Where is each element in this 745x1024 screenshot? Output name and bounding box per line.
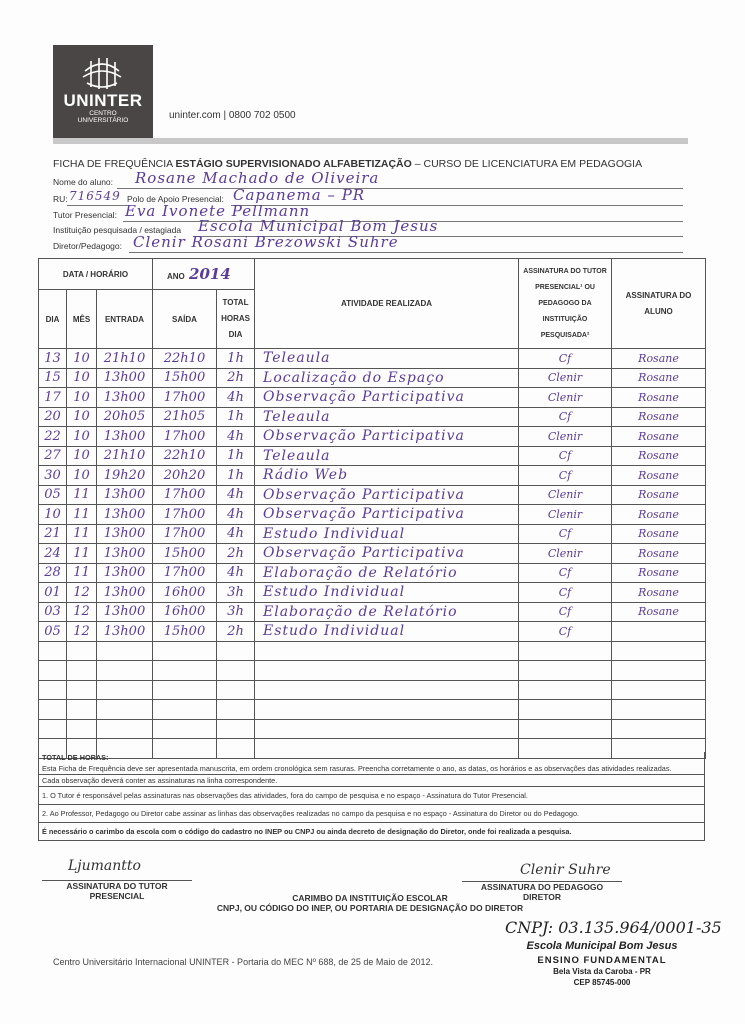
cell-aluno[interactable]: Rosane bbox=[612, 368, 706, 388]
stamp-cnpj: CNPJ: 03.135.964/0001-35 bbox=[505, 918, 722, 937]
cell-mes[interactable]: 11 bbox=[67, 505, 97, 525]
cell-tutor[interactable]: Clenir bbox=[519, 427, 612, 447]
ano-value: 2014 bbox=[189, 265, 231, 283]
cell-total[interactable] bbox=[217, 719, 255, 739]
cell-saida[interactable]: 22h10 bbox=[153, 446, 217, 466]
cell-tutor[interactable]: Cf bbox=[519, 407, 612, 427]
cell-atividade[interactable]: Estudo Individual bbox=[255, 524, 519, 544]
cell-aluno[interactable] bbox=[612, 719, 706, 739]
cell-total[interactable] bbox=[217, 661, 255, 681]
pedagogo-signature-caption: ASSINATURA DO PEDAGOGO DIRETOR bbox=[480, 882, 604, 902]
cell-atividade[interactable]: Observação Participativa bbox=[255, 427, 519, 447]
tutor-signature-caption: ASSINATURA DO TUTOR PRESENCIAL bbox=[66, 881, 168, 901]
field-diretor[interactable] bbox=[53, 233, 683, 253]
cell-entrada[interactable]: 13h00 bbox=[97, 524, 153, 544]
cell-dia[interactable] bbox=[39, 719, 67, 739]
cell-saida[interactable] bbox=[153, 641, 217, 661]
cell-saida[interactable]: 15h00 bbox=[153, 544, 217, 564]
header-total-horas: TOTAL HORAS DIA bbox=[217, 290, 255, 349]
cell-mes[interactable]: 11 bbox=[67, 544, 97, 564]
cell-mes[interactable] bbox=[67, 641, 97, 661]
instruction-3: 1. O Tutor é responsável pelas assinaturas nas observações das atividades, fora do campo de pesquisa e no espaço - Assinatura do Tutor Presencial. bbox=[39, 786, 704, 804]
cell-mes[interactable]: 10 bbox=[67, 388, 97, 408]
stamp-cep: CEP 85745-000 bbox=[573, 978, 631, 987]
cell-atividade[interactable]: Observação Participativa bbox=[255, 505, 519, 525]
cell-saida[interactable]: 16h00 bbox=[153, 602, 217, 622]
cell-total[interactable]: 4h bbox=[217, 388, 255, 408]
cell-mes[interactable] bbox=[67, 680, 97, 700]
cell-saida[interactable]: 15h00 bbox=[153, 622, 217, 642]
table-row bbox=[39, 719, 706, 739]
cell-total[interactable]: 4h bbox=[217, 524, 255, 544]
cell-tutor[interactable] bbox=[519, 700, 612, 720]
cell-mes[interactable] bbox=[67, 700, 97, 720]
cell-total[interactable]: 2h bbox=[217, 368, 255, 388]
cell-aluno[interactable]: Rosane bbox=[612, 544, 706, 564]
cell-total[interactable]: 1h bbox=[217, 349, 255, 369]
contact-info: uninter.com | 0800 702 0500 bbox=[169, 110, 296, 121]
cell-saida[interactable]: 20h20 bbox=[153, 466, 217, 486]
cell-tutor[interactable] bbox=[519, 641, 612, 661]
cell-mes[interactable]: 10 bbox=[67, 466, 97, 486]
cell-entrada[interactable]: 13h00 bbox=[97, 544, 153, 564]
header-ano: ANO 2014 bbox=[153, 259, 255, 290]
cell-aluno[interactable]: Rosane bbox=[612, 485, 706, 505]
cell-aluno[interactable]: Rosane bbox=[612, 524, 706, 544]
cell-entrada[interactable]: 13h00 bbox=[97, 427, 153, 447]
cell-total[interactable] bbox=[217, 700, 255, 720]
cell-dia[interactable]: 22 bbox=[39, 427, 67, 447]
cell-saida[interactable]: 22h10 bbox=[153, 349, 217, 369]
cell-dia[interactable]: 03 bbox=[39, 602, 67, 622]
instituicao-value: Escola Municipal Bom Jesus bbox=[198, 217, 439, 235]
cell-tutor[interactable]: Clenir bbox=[519, 544, 612, 564]
cell-tutor[interactable]: Cf bbox=[519, 622, 612, 642]
cell-atividade[interactable]: Observação Participativa bbox=[255, 388, 519, 408]
header-assinatura-tutor: ASSINATURA DO TUTOR PRESENCIAL¹ OU PEDAGOGO DA INSTITUIÇÃO PESQUISADA² bbox=[519, 259, 612, 349]
cell-entrada[interactable] bbox=[97, 719, 153, 739]
header-assinatura-aluno: ASSINATURA DO ALUNO bbox=[612, 259, 706, 349]
cell-entrada[interactable] bbox=[97, 700, 153, 720]
cell-dia[interactable]: 27 bbox=[39, 446, 67, 466]
cell-aluno[interactable]: Rosane bbox=[612, 388, 706, 408]
cell-total[interactable]: 2h bbox=[217, 622, 255, 642]
cell-aluno[interactable]: Rosane bbox=[612, 602, 706, 622]
cell-total[interactable]: 3h bbox=[217, 602, 255, 622]
cell-saida[interactable]: 17h00 bbox=[153, 485, 217, 505]
cell-dia[interactable] bbox=[39, 641, 67, 661]
header-saida: SAÍDA bbox=[153, 290, 217, 349]
cell-total[interactable]: 1h bbox=[217, 446, 255, 466]
header-entrada: ENTRADA bbox=[97, 290, 153, 349]
table-row bbox=[39, 349, 706, 369]
instructions-block bbox=[38, 752, 705, 841]
cell-aluno[interactable]: Rosane bbox=[612, 349, 706, 369]
cell-saida[interactable]: 17h00 bbox=[153, 563, 217, 583]
cell-atividade[interactable]: Observação Participativa bbox=[255, 485, 519, 505]
cell-atividade[interactable]: Elaboração de Relatório bbox=[255, 602, 519, 622]
cell-atividade[interactable] bbox=[255, 661, 519, 681]
cell-dia[interactable]: 05 bbox=[39, 485, 67, 505]
cell-tutor[interactable]: Cf bbox=[519, 349, 612, 369]
cell-dia[interactable]: 10 bbox=[39, 505, 67, 525]
cell-aluno[interactable]: Rosane bbox=[612, 427, 706, 447]
stamp-local: Bela Vista da Caroba - PR bbox=[553, 967, 651, 976]
table-row bbox=[39, 427, 706, 447]
aluno-label: Nome do aluno: bbox=[53, 177, 114, 187]
cell-dia[interactable]: 24 bbox=[39, 544, 67, 564]
cell-saida[interactable] bbox=[153, 719, 217, 739]
cell-dia[interactable] bbox=[39, 661, 67, 681]
instruction-4: 2. Ao Professor, Pedagogo ou Diretor cabe assinar as linhas das observações realizadas no campo da pesquisa e no espaço - Assinatura do Diretor ou do Pedagogo. bbox=[39, 804, 704, 822]
table-row bbox=[39, 602, 706, 622]
header-divider bbox=[53, 138, 688, 144]
cell-dia[interactable]: 15 bbox=[39, 368, 67, 388]
cell-tutor[interactable]: Cf bbox=[519, 446, 612, 466]
cell-saida[interactable]: 16h00 bbox=[153, 583, 217, 603]
cell-total[interactable]: 4h bbox=[217, 427, 255, 447]
cell-atividade[interactable]: Teleaula bbox=[255, 407, 519, 427]
table-row bbox=[39, 466, 706, 486]
cell-dia[interactable]: 28 bbox=[39, 563, 67, 583]
cell-aluno[interactable]: Rosane bbox=[612, 466, 706, 486]
header-dia: DIA bbox=[39, 290, 67, 349]
cell-total[interactable]: 1h bbox=[217, 466, 255, 486]
instruction-2: Cada observação deverá conter as assinaturas na linha correspondente. bbox=[39, 774, 704, 786]
header-atividade: ATIVIDADE REALIZADA bbox=[255, 259, 519, 349]
header-mes: MÊS bbox=[67, 290, 97, 349]
cell-tutor[interactable] bbox=[519, 680, 612, 700]
stamp-escola: Escola Municipal Bom Jesus bbox=[526, 940, 678, 952]
cell-aluno[interactable] bbox=[612, 622, 706, 642]
cell-entrada[interactable]: 13h00 bbox=[97, 485, 153, 505]
cell-atividade[interactable]: Teleaula bbox=[255, 349, 519, 369]
table-row bbox=[39, 388, 706, 408]
cell-tutor[interactable]: Cf bbox=[519, 524, 612, 544]
cell-mes[interactable]: 12 bbox=[67, 622, 97, 642]
cell-mes[interactable]: 10 bbox=[67, 427, 97, 447]
cell-entrada[interactable]: 21h10 bbox=[97, 446, 153, 466]
tutor-label: Tutor Presencial: bbox=[53, 210, 117, 220]
cell-atividade[interactable]: Observação Participativa bbox=[255, 544, 519, 564]
table-row bbox=[39, 524, 706, 544]
cell-atividade[interactable]: Teleaula bbox=[255, 446, 519, 466]
cell-mes[interactable]: 11 bbox=[67, 524, 97, 544]
cell-mes[interactable]: 10 bbox=[67, 446, 97, 466]
cell-tutor[interactable]: Cf bbox=[519, 563, 612, 583]
cell-dia[interactable]: 05 bbox=[39, 622, 67, 642]
cell-tutor[interactable]: Clenir bbox=[519, 485, 612, 505]
cell-atividade[interactable]: Estudo Individual bbox=[255, 622, 519, 642]
instruction-5: É necessário o carimbo da escola com o código do cadastro no INEP ou CNPJ ou ainda decreto de designação do Diretor, onde foi realizada a pesquisa. bbox=[39, 822, 704, 840]
frequency-table bbox=[38, 258, 706, 759]
cell-total[interactable] bbox=[217, 680, 255, 700]
table-row bbox=[39, 622, 706, 642]
cell-dia[interactable] bbox=[39, 700, 67, 720]
cell-mes[interactable]: 12 bbox=[67, 602, 97, 622]
cell-aluno[interactable] bbox=[612, 700, 706, 720]
field-aluno[interactable] bbox=[53, 169, 683, 189]
cell-atividade[interactable] bbox=[255, 641, 519, 661]
ru-label: RU: bbox=[53, 194, 68, 204]
cell-total[interactable]: 4h bbox=[217, 505, 255, 525]
cell-entrada[interactable]: 13h00 bbox=[97, 388, 153, 408]
cell-entrada[interactable] bbox=[97, 641, 153, 661]
cell-tutor[interactable] bbox=[519, 661, 612, 681]
footer-text: Centro Universitário Internacional UNINTER - Portaria do MEC Nº 688, de 25 de Maio de 2012. bbox=[53, 957, 433, 967]
cell-entrada[interactable] bbox=[97, 661, 153, 681]
cell-aluno[interactable]: Rosane bbox=[612, 446, 706, 466]
cell-saida[interactable]: 21h05 bbox=[153, 407, 217, 427]
cell-saida[interactable] bbox=[153, 661, 217, 681]
cell-tutor[interactable] bbox=[519, 719, 612, 739]
table-row bbox=[39, 583, 706, 603]
cell-entrada[interactable]: 13h00 bbox=[97, 583, 153, 603]
polo-value: Capanema – PR bbox=[233, 186, 366, 204]
uninter-logo bbox=[53, 45, 153, 138]
logo-subtitle: CENTRO UNIVERSITÁRIO bbox=[77, 110, 129, 124]
cell-atividade[interactable]: Elaboração de Relatório bbox=[255, 563, 519, 583]
table-row bbox=[39, 505, 706, 525]
header-data-horario: DATA / HORÁRIO bbox=[39, 259, 153, 290]
cell-entrada[interactable]: 19h20 bbox=[97, 466, 153, 486]
cell-saida[interactable]: 17h00 bbox=[153, 505, 217, 525]
cell-aluno[interactable]: Rosane bbox=[612, 563, 706, 583]
total-horas-label: TOTAL DE HORAS: bbox=[42, 753, 109, 762]
pedagogo-signature: Clenir Suhre bbox=[520, 862, 611, 878]
cell-entrada[interactable]: 13h00 bbox=[97, 563, 153, 583]
logo-wordmark: UNINTER bbox=[63, 91, 143, 110]
globe-logo-icon bbox=[77, 53, 127, 93]
table-row bbox=[39, 641, 706, 661]
cell-entrada[interactable]: 21h10 bbox=[97, 349, 153, 369]
cell-dia[interactable] bbox=[39, 680, 67, 700]
cell-mes[interactable]: 10 bbox=[67, 368, 97, 388]
polo-label: Polo de Apoio Presencial: bbox=[127, 194, 224, 204]
carimbo-caption: CARIMBO DA INSTITUIÇÃO ESCOLAR CNPJ, OU CÓDIGO DO INEP, OU PORTARIA DE DESIGNAÇÃO DO DIRETOR bbox=[216, 893, 524, 913]
cell-atividade[interactable] bbox=[255, 700, 519, 720]
cell-mes[interactable]: 10 bbox=[67, 349, 97, 369]
cell-total[interactable]: 3h bbox=[217, 583, 255, 603]
instruction-1: Esta Ficha de Frequência deve ser apresentada manuscrita, em ordem cronológica sem rasuras. Preencha corretamente o ano, as datas, os horários e as observações das atividades realizadas. bbox=[42, 764, 672, 773]
cell-dia[interactable]: 21 bbox=[39, 524, 67, 544]
cell-tutor[interactable]: Clenir bbox=[519, 368, 612, 388]
cell-saida[interactable]: 17h00 bbox=[153, 524, 217, 544]
cell-dia[interactable]: 13 bbox=[39, 349, 67, 369]
cell-saida[interactable]: 15h00 bbox=[153, 368, 217, 388]
stamp-ensino: ENSINO FUNDAMENTAL bbox=[537, 955, 667, 966]
cell-dia[interactable]: 30 bbox=[39, 466, 67, 486]
cell-tutor[interactable]: Clenir bbox=[519, 505, 612, 525]
tutor-value: Eva Ivonete Pellmann bbox=[125, 202, 311, 220]
cell-aluno[interactable]: Rosane bbox=[612, 583, 706, 603]
cell-tutor[interactable]: Cf bbox=[519, 583, 612, 603]
cell-mes[interactable]: 11 bbox=[67, 563, 97, 583]
cell-entrada[interactable]: 13h00 bbox=[97, 622, 153, 642]
aluno-value: Rosane Machado de Oliveira bbox=[135, 169, 380, 187]
table-row bbox=[39, 680, 706, 700]
cell-aluno[interactable] bbox=[612, 641, 706, 661]
table-row bbox=[39, 700, 706, 720]
cell-dia[interactable]: 17 bbox=[39, 388, 67, 408]
table-row bbox=[39, 563, 706, 583]
cell-saida[interactable]: 17h00 bbox=[153, 388, 217, 408]
table-row bbox=[39, 368, 706, 388]
cell-tutor[interactable]: Clenir bbox=[519, 388, 612, 408]
cell-dia[interactable]: 01 bbox=[39, 583, 67, 603]
cell-entrada[interactable]: 13h00 bbox=[97, 368, 153, 388]
ru-value: 716549 bbox=[69, 189, 121, 203]
cell-total[interactable]: 4h bbox=[217, 485, 255, 505]
cell-tutor[interactable]: Cf bbox=[519, 602, 612, 622]
cell-mes[interactable] bbox=[67, 661, 97, 681]
diretor-label: Diretor/Pedagogo: bbox=[53, 241, 122, 251]
cell-mes[interactable]: 11 bbox=[67, 485, 97, 505]
cell-atividade[interactable]: Rádio Web bbox=[255, 466, 519, 486]
tutor-signature: Ljumantto bbox=[68, 858, 141, 874]
cell-aluno[interactable]: Rosane bbox=[612, 505, 706, 525]
cell-saida[interactable] bbox=[153, 680, 217, 700]
diretor-value: Clenir Rosani Brezowski Suhre bbox=[133, 233, 399, 251]
cell-mes[interactable]: 12 bbox=[67, 583, 97, 603]
cell-dia[interactable]: 20 bbox=[39, 407, 67, 427]
table-row bbox=[39, 407, 706, 427]
cell-aluno[interactable]: Rosane bbox=[612, 407, 706, 427]
cell-atividade[interactable] bbox=[255, 680, 519, 700]
cell-total[interactable]: 1h bbox=[217, 407, 255, 427]
cell-saida[interactable]: 17h00 bbox=[153, 427, 217, 447]
cell-mes[interactable]: 10 bbox=[67, 407, 97, 427]
instituicao-label: Instituição pesquisada / estagiada bbox=[53, 225, 182, 235]
cell-entrada[interactable]: 13h00 bbox=[97, 602, 153, 622]
cell-aluno[interactable] bbox=[612, 680, 706, 700]
cell-total[interactable]: 2h bbox=[217, 544, 255, 564]
cell-entrada[interactable] bbox=[97, 680, 153, 700]
cell-entrada[interactable]: 20h05 bbox=[97, 407, 153, 427]
cell-atividade[interactable] bbox=[255, 719, 519, 739]
table-row bbox=[39, 446, 706, 466]
cell-saida[interactable] bbox=[153, 700, 217, 720]
table-row bbox=[39, 661, 706, 681]
cell-aluno[interactable] bbox=[612, 661, 706, 681]
cell-atividade[interactable]: Estudo Individual bbox=[255, 583, 519, 603]
cell-entrada[interactable]: 13h00 bbox=[97, 505, 153, 525]
cell-total[interactable] bbox=[217, 641, 255, 661]
cell-tutor[interactable]: Cf bbox=[519, 466, 612, 486]
cell-total[interactable]: 4h bbox=[217, 563, 255, 583]
cell-mes[interactable] bbox=[67, 719, 97, 739]
table-row bbox=[39, 485, 706, 505]
table-row bbox=[39, 544, 706, 564]
form-title: FICHA DE FREQUÊNCIA ESTÁGIO SUPERVISIONADO ALFABETIZAÇÃO – CURSO DE LICENCIATURA EM PEDAGOGIA bbox=[53, 158, 643, 170]
cell-atividade[interactable]: Localização do Espaço bbox=[255, 368, 519, 388]
